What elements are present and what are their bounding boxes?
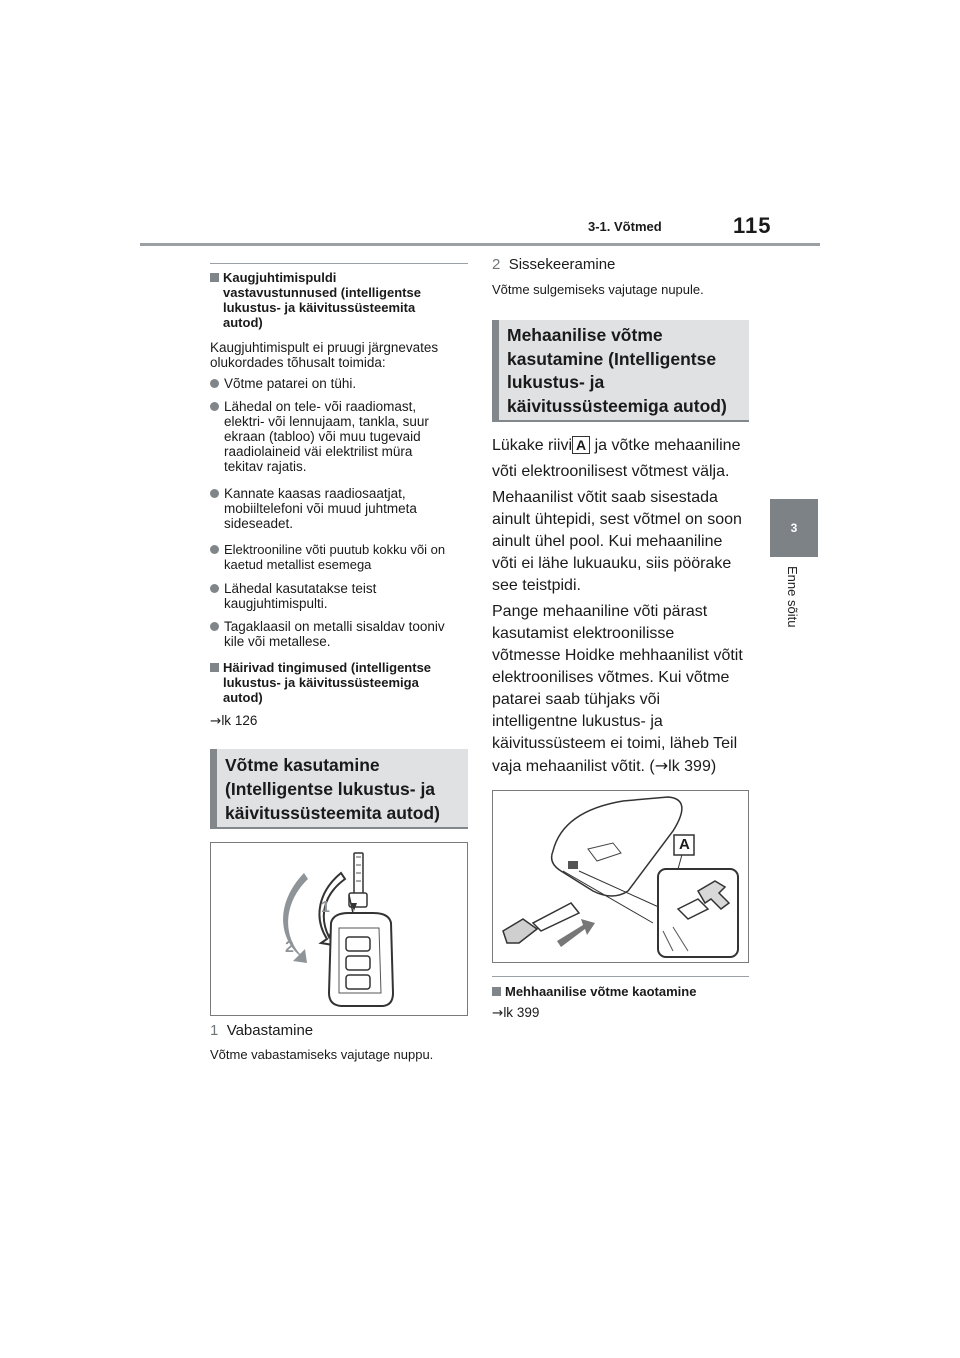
bullet-icon — [210, 584, 219, 593]
figure-key-fold — [210, 842, 468, 1016]
text-line: Mehaanilist võtit saab sisestada — [492, 489, 718, 506]
text-line: ainult ühel pool. Kui mehaaniline — [492, 533, 723, 550]
section-heading-key-usage — [210, 749, 468, 829]
section-heading-mechanical-key — [492, 320, 749, 422]
list-item — [210, 376, 472, 392]
step-number: 2 — [492, 256, 501, 273]
text-line: ekraan (tabloo) või muu tugevaid — [224, 429, 421, 444]
section-heading-line: Võtme kasutamine — [225, 755, 380, 775]
header-divider — [140, 243, 820, 246]
page-number: 115 — [733, 213, 772, 238]
reference-text: lk 399 — [503, 1005, 540, 1020]
divider — [210, 263, 468, 264]
step-label: Sissekeeramine — [508, 256, 616, 273]
text-line: elektri- või lennujaam, tankla, suur — [224, 414, 429, 429]
arrow-right-icon: → — [654, 756, 669, 775]
text-line: Pange mehaaniline võti pärast — [492, 603, 708, 620]
step-1-description: Võtme vabastamiseks vajutage nuppu. — [210, 1047, 434, 1062]
text-line: sideseadet. — [224, 516, 294, 531]
section-heading-line: (Intelligentse lukustus- ja — [225, 779, 436, 799]
paragraph-storage — [492, 601, 754, 778]
text-line: olukordades tõhusalt toimida: — [210, 355, 386, 370]
key-fob-illustration — [211, 843, 467, 1015]
text-line: võtmesse Hoidke mehhaanilist võtit — [492, 647, 743, 664]
text-line: ainult ühtepidi, sest võtmel on soon — [492, 511, 742, 528]
figure-label-1: 1 — [321, 899, 330, 916]
text-line: käivitussüsteem ei toimi, läheb Teil — [492, 735, 738, 752]
bullet-icon — [210, 489, 219, 498]
blade-icon — [533, 903, 579, 931]
subheading-lost-key — [492, 984, 749, 1000]
paragraph-insertion — [492, 487, 754, 597]
reference-text: lk 126 — [221, 713, 258, 728]
text-fragment: Lükake riivi — [492, 437, 573, 454]
pull-arrow-icon — [557, 919, 595, 947]
text-line: see teistpidi. — [492, 577, 581, 594]
mechanical-key-illustration — [493, 791, 748, 962]
section-heading-line: kasutamine (Intelligentse — [507, 348, 717, 369]
text-line: Elektrooniline võti puutub kokku või on — [224, 542, 446, 557]
text-fragment: ja võtke mehaaniline — [594, 437, 741, 454]
figure-mechanical-key — [492, 790, 749, 963]
subheading-line: Häirivad tingimused (intelligentse — [223, 660, 432, 675]
step-number: 1 — [210, 1022, 219, 1039]
text-line: võti elektroonilisest võtmest välja. — [492, 463, 730, 480]
page-reference[interactable] — [492, 1005, 539, 1021]
text-line: elektroonilises võtmes. Kui võtme — [492, 669, 730, 686]
subheading-line: autod) — [223, 690, 263, 705]
text-line: Lähedal on tele- või raadiomast, — [224, 399, 417, 414]
text-line: kaugjuhtimispulti. — [224, 596, 328, 611]
paragraph-release-latch — [492, 435, 754, 483]
list-item — [210, 486, 472, 533]
subheading-line: autod) — [223, 315, 263, 330]
square-bullet-icon — [210, 663, 219, 672]
step-2-description: Võtme sulgemiseks vajutage nupule. — [492, 282, 704, 297]
text-line: Kannate kaasas raadiosaatjat, — [224, 486, 406, 501]
chapter-label: Enne sõitu — [785, 566, 800, 628]
step-2 — [492, 256, 615, 273]
figure-label-a: A — [679, 836, 690, 853]
arrow-right-icon: → — [210, 713, 222, 729]
list-item — [210, 399, 472, 477]
arrow-right-icon: → — [492, 1005, 504, 1021]
bullet-icon — [210, 622, 219, 631]
subheading-line: lukustus- ja käivitussüsteemiga — [223, 675, 419, 690]
text-line: tekitav rajatis. — [224, 459, 307, 474]
section-heading-line: Mehaanilise võtme — [507, 325, 663, 345]
section-title: 3-1. Võtmed — [588, 219, 662, 234]
chapter-tab-number: 3 — [790, 521, 798, 535]
step-label: Vabastamine — [226, 1022, 314, 1039]
list-item — [210, 619, 472, 651]
bullet-icon — [210, 379, 219, 388]
text-line: kasutamist elektroonilisse — [492, 625, 675, 642]
subheading-interference — [210, 660, 468, 708]
section-heading-line: käivitussüsteemita autod) — [225, 803, 440, 823]
section-heading-line: lukustus- ja — [507, 372, 605, 392]
bullet-icon — [210, 402, 219, 411]
text-line: intelligentne lukustus- ja — [492, 713, 663, 730]
text-line: Lähedal kasutatakse teist — [224, 581, 377, 596]
text-line: võti ei lähe lukuauku, siis pöörake — [492, 555, 732, 572]
figure-label-2: 2 — [285, 939, 294, 956]
text-fragment: lk 399) — [668, 758, 717, 775]
subheading-remote-features — [210, 270, 468, 332]
page-reference[interactable] — [210, 713, 257, 729]
text-line: Tagaklaasil on metalli sisaldav tooniv — [224, 619, 445, 634]
text-line: patarei saab tühjaks või — [492, 691, 661, 708]
bullet-icon — [210, 545, 219, 554]
blade-icon — [354, 853, 363, 895]
label-a-badge: A — [572, 436, 590, 454]
subheading-line: Kaugjuhtimispuldi — [223, 270, 337, 285]
subheading-line: Mehhaanilise võtme kaotamine — [505, 984, 697, 999]
text-line — [492, 435, 754, 457]
chapter-tab[interactable] — [770, 499, 818, 557]
divider — [492, 976, 749, 977]
subheading-line: lukustus- ja käivitussüsteemita — [223, 300, 416, 315]
list-item — [210, 581, 472, 613]
subheading-line: vastavustunnused (intelligentse — [223, 285, 421, 300]
square-bullet-icon — [492, 987, 501, 996]
section-heading-line: käivitussüsteemiga autod) — [507, 395, 727, 416]
text-line: Kaugjuhtimispult ei pruugi järgnevates — [210, 340, 439, 355]
step-1 — [210, 1022, 313, 1039]
text-line: raadiolaineid väi elektrilist müra — [224, 444, 413, 459]
list-item — [210, 542, 472, 574]
text-line: kaetud metallist esemega — [224, 557, 372, 572]
text-line[interactable] — [492, 755, 754, 778]
text-fragment: vaja mehaanilist võtit. ( — [492, 758, 655, 775]
text-line: mobiiltelefoni või muud juhtmeta — [224, 501, 417, 516]
text-line: Võtme patarei on tühi. — [224, 376, 357, 391]
intro-paragraph — [210, 340, 470, 370]
square-bullet-icon — [210, 273, 219, 282]
text-line: kile või metallese. — [224, 634, 331, 649]
